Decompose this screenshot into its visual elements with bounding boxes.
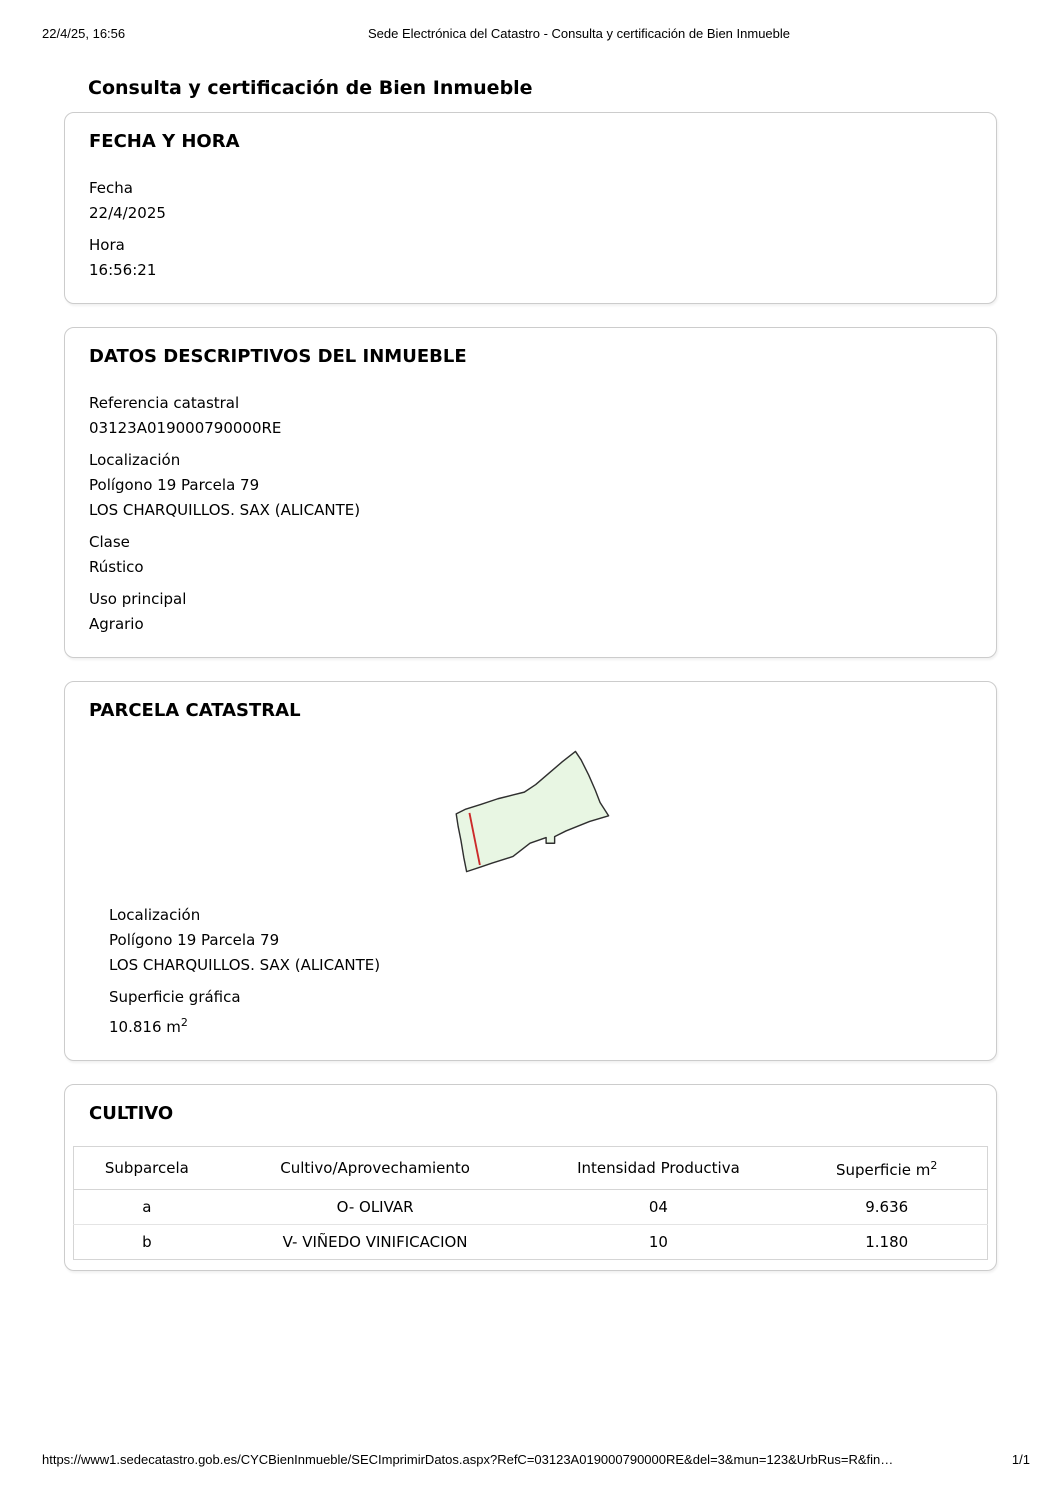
cell-intensidad: 10 — [648, 1233, 668, 1251]
print-header-title: Sede Electrónica del Catastro - Consulta y certificación de Bien Inmueble — [368, 26, 790, 41]
field-value-uso-principal: Agrario — [89, 615, 144, 633]
cultivo-table — [73, 1146, 988, 1260]
section-parcela-catastral — [64, 681, 997, 1061]
field-value-hora: 16:56:21 — [89, 261, 157, 279]
field-value-referencia: 03123A019000790000RE — [89, 419, 282, 437]
field-label-fecha: Fecha — [89, 179, 133, 197]
field-value-localizacion-line1: Polígono 19 Parcela 79 — [89, 476, 260, 494]
field-label-clase: Clase — [89, 533, 130, 551]
field-label-superficie-grafica: Superficie gráfica — [109, 988, 241, 1006]
cell-cultivo: V- VIÑEDO VINIFICACION — [282, 1233, 468, 1251]
section-title-cultivo: CULTIVO — [89, 1103, 174, 1124]
field-value-clase: Rústico — [89, 558, 144, 576]
section-title-fecha-y-hora: FECHA Y HORA — [89, 131, 240, 152]
field-hora — [89, 232, 972, 283]
superficie-value: 10.816 m — [109, 1018, 181, 1036]
section-title-parcela-catastral: PARCELA CATASTRAL — [89, 700, 301, 721]
field-value-parcela-localizacion-line1: Polígono 19 Parcela 79 — [109, 931, 280, 949]
table-row — [74, 1190, 988, 1225]
print-footer-page-number: 1/1 — [1011, 1452, 1030, 1467]
col-header-subparcela: Subparcela — [74, 1147, 220, 1190]
col-header-superficie-sup: 2 — [930, 1159, 938, 1172]
cell-cultivo: O- OLIVAR — [220, 1190, 531, 1225]
field-value-superficie-grafica — [109, 1010, 972, 1040]
field-value-parcela-localizacion-line2: LOS CHARQUILLOS. SAX (ALICANTE) — [109, 956, 381, 974]
cell-subparcela: b — [142, 1233, 152, 1251]
field-fecha — [89, 175, 972, 226]
cell-intensidad: 04 — [530, 1190, 786, 1225]
col-header-cultivo: Cultivo/Aprovechamiento — [220, 1147, 531, 1190]
print-footer-url: https://www1.sedecatastro.gob.es/CYCBienInmueble/SECImprimirDatos.aspx?RefC=03123A019000790000RE&del=3&mun=123&UrbRus=R&fin… — [42, 1452, 894, 1467]
cell-subparcela: a — [74, 1190, 220, 1225]
page-title: Consulta y certificación de Bien Inmueble — [88, 77, 533, 99]
field-parcela-localizacion — [109, 902, 972, 978]
parcel-outline-shape — [456, 751, 608, 871]
col-header-intensidad: Intensidad Productiva — [530, 1147, 786, 1190]
section-datos-descriptivos — [64, 327, 997, 658]
field-value-fecha: 22/4/2025 — [89, 204, 166, 222]
cultivo-header-row — [74, 1147, 988, 1190]
field-label-uso-principal: Uso principal — [89, 590, 187, 608]
cell-superficie: 9.636 — [786, 1190, 987, 1225]
parcela-fields — [109, 902, 972, 1040]
col-header-superficie-text: Superficie m — [835, 1161, 931, 1179]
print-header-datetime: 22/4/25, 16:56 — [42, 26, 126, 41]
field-referencia-catastral — [89, 390, 972, 441]
field-superficie-grafica — [109, 984, 972, 1040]
field-localizacion — [89, 447, 972, 523]
field-value-localizacion-line2: LOS CHARQUILLOS. SAX (ALICANTE) — [89, 501, 361, 519]
section-cultivo — [64, 1084, 997, 1271]
field-label-localizacion: Localización — [89, 451, 181, 469]
field-label-referencia: Referencia catastral — [89, 394, 240, 412]
table-row — [74, 1225, 988, 1260]
field-label-parcela-localizacion: Localización — [109, 906, 201, 924]
section-title-datos-descriptivos: DATOS DESCRIPTIVOS DEL INMUEBLE — [89, 346, 467, 367]
field-uso-principal — [89, 586, 972, 637]
field-label-hora: Hora — [89, 236, 125, 254]
superficie-sup: 2 — [180, 1016, 188, 1029]
parcel-map — [89, 722, 972, 902]
field-clase — [89, 529, 972, 580]
section-fecha-y-hora — [64, 112, 997, 304]
col-header-superficie — [786, 1147, 987, 1190]
cell-superficie: 1.180 — [865, 1233, 909, 1251]
